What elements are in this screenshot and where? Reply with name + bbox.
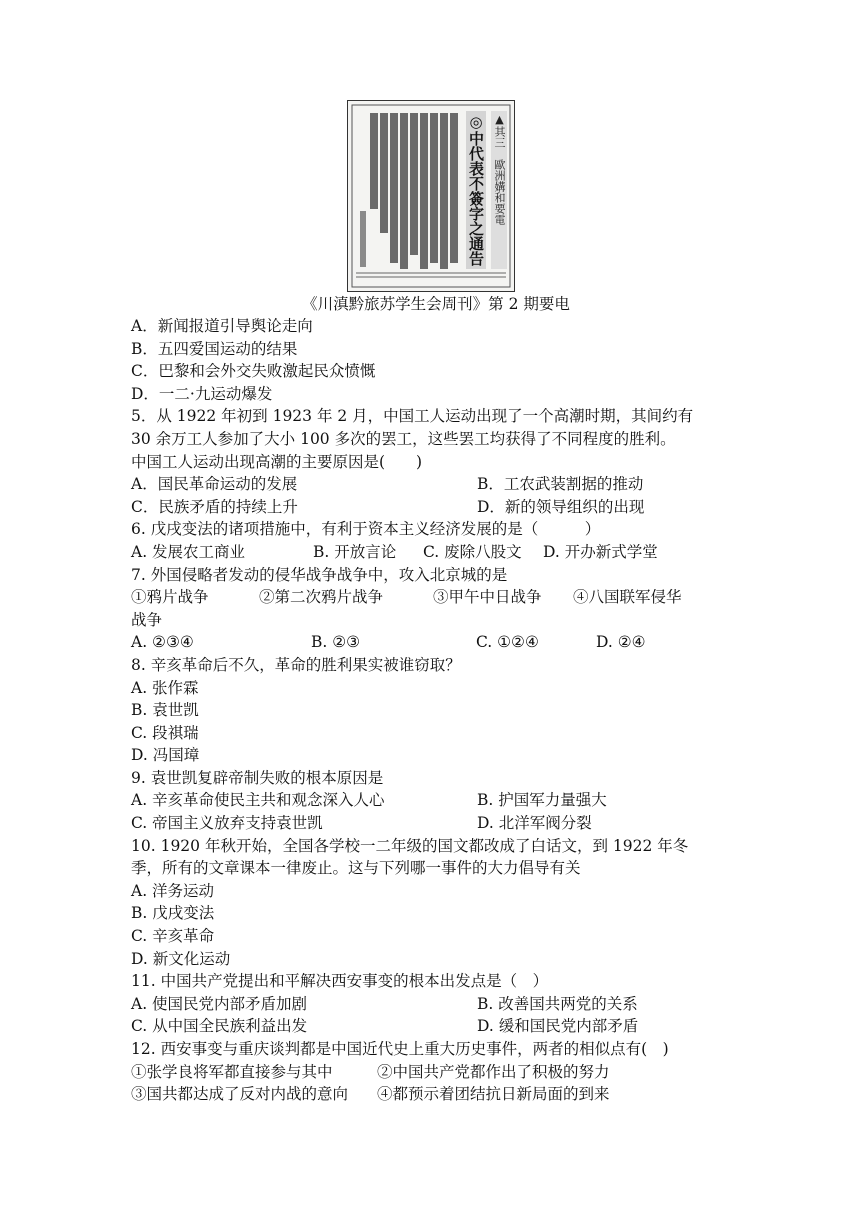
document-page xyxy=(131,100,741,1106)
option-b: B. 护国军力量强大 xyxy=(477,791,607,810)
item-3: ③国共都达成了反对内战的意向 xyxy=(131,1085,349,1104)
question-11-options-row-2 xyxy=(131,1015,741,1038)
item-4: ④都预示着团结抗日新局面的到来 xyxy=(377,1085,610,1104)
question-7-items xyxy=(131,586,741,609)
newspaper-clipping xyxy=(347,100,515,292)
option-b: B. 袁世凯 xyxy=(131,701,199,720)
question-7-options xyxy=(131,631,741,654)
option-b: B．五四爱国运动的结果 xyxy=(131,339,298,358)
clipping-headline: ◎中代表不簽字之通告 xyxy=(467,113,485,266)
option-a: A. 张作霖 xyxy=(131,678,199,697)
question-5-stem-line-1: 5．从 1922 年初到 1923 年 2 月，中国工人运动出现了一个高潮时期，其间约有 xyxy=(131,407,694,426)
option-c: C. 帝国主义放弃支持袁世凯 xyxy=(131,814,323,833)
newspaper-clipping-image xyxy=(348,101,514,291)
option-d: D. 开办新式学堂 xyxy=(543,542,658,561)
item-1: ①张学良将军都直接参与其中 xyxy=(131,1062,333,1081)
question-8-stem: 8. 辛亥革命后不久，革命的胜利果实被谁窃取？ xyxy=(131,655,461,674)
question-10-stem-line-1: 10. 1920 年秋开始，全国各学校一二年级的国文都改成了白话文，到 1922 年冬 xyxy=(131,836,689,855)
option-a: A．国民革命运动的发展 xyxy=(131,475,298,494)
option-c: C. 废除八股文 xyxy=(423,542,522,561)
option-a: A. ②③④ xyxy=(131,633,194,652)
question-5-options-row-1 xyxy=(131,473,741,496)
option-a: A. 洋务运动 xyxy=(131,881,215,900)
option-d: D. 新文化运动 xyxy=(131,949,231,968)
question-6-options xyxy=(131,541,741,564)
option-a: A. 使国民党内部矛盾加剧 xyxy=(131,994,308,1013)
option-b: B．工农武装割据的推动 xyxy=(477,475,644,494)
option-d: D. 冯国璋 xyxy=(131,746,200,765)
option-b: B. ②③ xyxy=(311,633,361,652)
question-9-stem: 9. 袁世凯复辟帝制失败的根本原因是 xyxy=(131,768,384,787)
item-2: ②中国共产党都作出了积极的努力 xyxy=(377,1062,610,1081)
option-d: D. ②④ xyxy=(596,633,646,652)
question-5-stem-line-2: 30 余万工人参加了大小 100 多次的罢工，这些罢工均获得了不同程度的胜利。 xyxy=(131,429,676,448)
question-12-stem: 12. 西安事变与重庆谈判都是中国近代史上重大历史事件，两者的相似点有( ) xyxy=(131,1040,669,1058)
option-d: D. 北洋军阀分裂 xyxy=(477,814,592,833)
question-6-stem: 6. 戊戌变法的诸项措施中，有利于资本主义经济发展的是（ ） xyxy=(131,520,601,539)
question-12-items-row-1 xyxy=(131,1061,741,1084)
clipping-header: ▲其三 歐洲媾和要電 xyxy=(493,113,506,225)
option-d: D．一二·九运动爆发 xyxy=(131,384,273,403)
question-12-items-row-2 xyxy=(131,1083,741,1106)
item-4: ④八国联军侵华 xyxy=(573,588,682,607)
question-5-stem-line-3: 中国工人运动出现高潮的主要原因是( ) xyxy=(131,452,423,471)
item-1: ①鸦片战争 xyxy=(131,588,209,607)
option-a: A. 发展农工商业 xyxy=(131,542,246,561)
option-a: A. 辛亥革命使民主共和观念深入人心 xyxy=(131,791,385,810)
question-9-options-row-2 xyxy=(131,812,741,835)
option-c: C. 段祺瑞 xyxy=(131,723,199,742)
option-a: A．新闻报道引导舆论走向 xyxy=(131,317,313,335)
option-c: C．巴黎和会外交失败激起民众愤慨 xyxy=(131,362,376,381)
option-c: C. 辛亥革命 xyxy=(131,927,215,946)
option-c: C．民族矛盾的持续上升 xyxy=(131,497,298,516)
item-3: ③甲午中日战争 xyxy=(433,588,542,607)
option-b: B. 改善国共两党的关系 xyxy=(477,994,638,1013)
question-5-options-row-2 xyxy=(131,496,741,519)
figure-caption: 《川滇黔旅苏学生会周刊》第 2 期要电 xyxy=(302,295,570,313)
item-2: ②第二次鸦片战争 xyxy=(259,588,384,607)
question-7-stem: 7. 外国侵略者发动的侵华战争战争中，攻入北京城的是 xyxy=(131,565,508,584)
option-b: B. 开放言论 xyxy=(313,542,397,561)
option-d: D．新的领导组织的出现 xyxy=(477,497,645,516)
option-d: D. 缓和国民党内部矛盾 xyxy=(477,1017,639,1036)
question-11-options-row-1 xyxy=(131,993,741,1016)
question-11-stem: 11. 中国共产党提出和平解决西安事变的根本出发点是（ ） xyxy=(131,972,549,991)
question-9-options-row-1 xyxy=(131,789,741,812)
question-10-stem-line-2: 季，所有的文章课本一律废止。这与下列哪一事件的大力倡导有关 xyxy=(131,859,581,878)
option-c: C. 从中国全民族利益出发 xyxy=(131,1017,308,1036)
option-c: C. ①②④ xyxy=(476,633,539,652)
question-7-items-continued: 战争 xyxy=(131,610,163,629)
option-b: B. 戊戌变法 xyxy=(131,904,215,923)
